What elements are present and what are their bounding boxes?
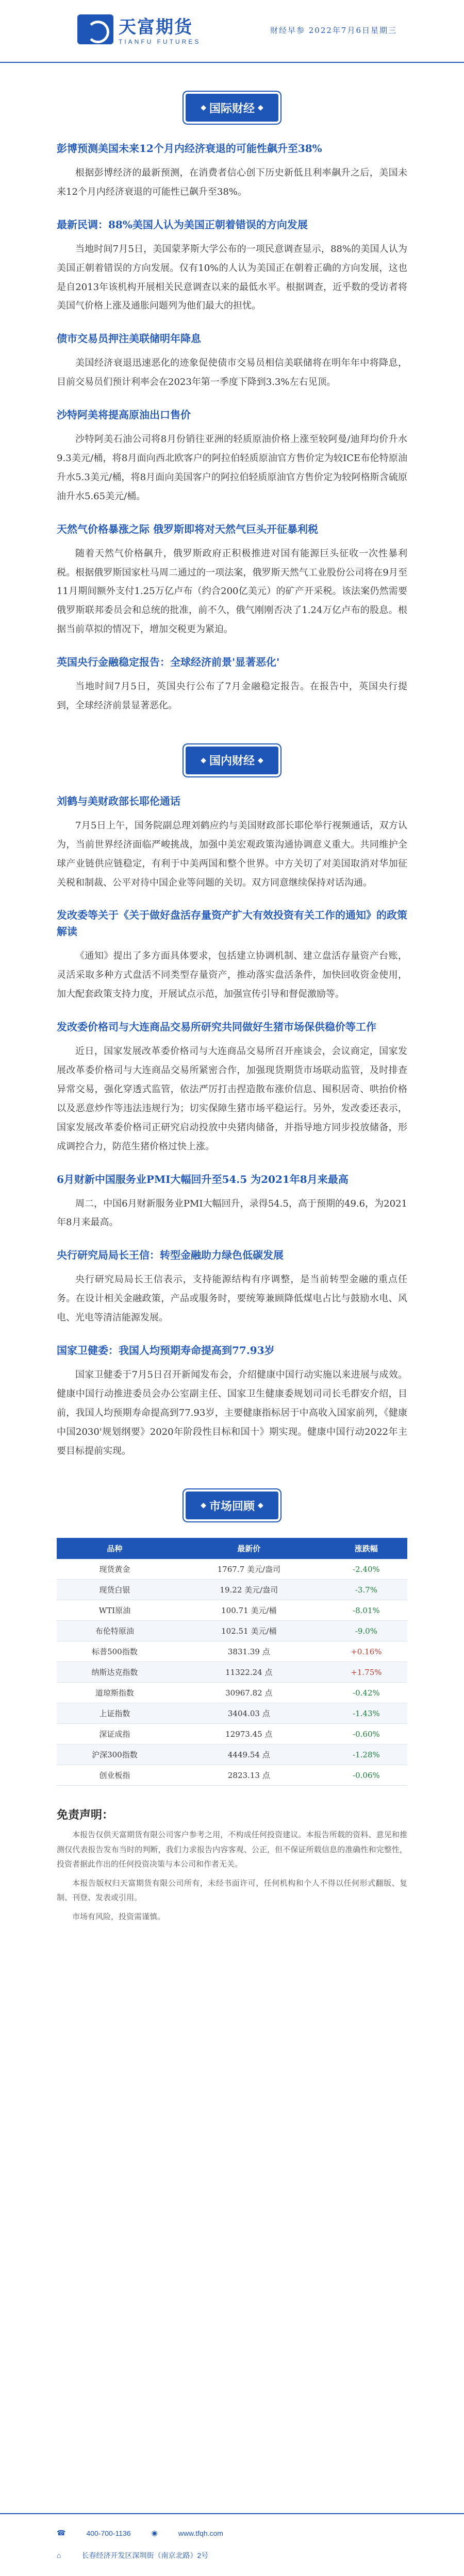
table-row — [57, 1683, 407, 1703]
table-row — [57, 1559, 407, 1580]
news-title: 发改委价格司与大连商品交易所研究共同做好生猪市场保供稳价等工作 — [57, 1021, 376, 1033]
news-paragraph: 国家卫健委于7月5日召开新闻发布会，介绍健康中国行动实施以来进展与成效。健康中国行动推进委员会办公室副主任、国家卫生健康委规划司司长毛群安介绍，目前，我国人均预期寿命提高到77.93岁，主要健康指标居于中高收入国家前列，《健康中国2030'规划纲要》2020年阶段性目标和国十》期实现。健康中国行动2022年主要目标提前实现。 — [57, 1369, 407, 1456]
instrument-name: 上证指数 — [57, 1703, 173, 1724]
page-header — [0, 0, 464, 63]
web-icon: ◉ — [151, 2529, 158, 2537]
table-row — [57, 1724, 407, 1744]
disclaimer-text: 市场有风险，投资需谨慎。 — [72, 1911, 165, 1921]
footer-phone: 400-700-1136 — [86, 2529, 131, 2537]
table-header: 涨跌幅 — [325, 1538, 407, 1559]
market-table — [57, 1538, 407, 1786]
news-paragraph: 随着天然气价格飙升，俄罗斯政府正积极推进对国有能源巨头征收一次性暴利税。根据俄罗斯国家杜马周二通过的一项法案，俄罗斯天然气工业股份公司将在9月至11月期间额外支付1.25万亿卢布（约合200亿美元）的矿产开采税。该法案仍然需要俄罗斯联邦委员会和总统的批准，前不久，俄气刚刚否决了1.24万亿卢布的股息。根据当前草拟的情况下，增加交税更为紧迫。 — [57, 548, 407, 635]
disclaimer-title: 免责声明： — [57, 1808, 114, 1822]
news-title: 刘鹤与美财政部长耶伦通话 — [57, 794, 180, 807]
location-icon: ⌂ — [57, 2551, 61, 2560]
news-paragraph: 沙特阿美石油公司将8月份销往亚洲的轻质原油价格上涨至较阿曼/迪拜均价升水9.3美元/桶，将8月面向西北欧客户的阿拉伯轻质原油官方售价定为较ICE布伦特原油升水5.3美元/桶，将8月面向美国客户的阿拉伯轻质原油官方售价定为较阿格斯含硫原油升水5.65美元/桶。 — [57, 434, 407, 502]
table-row — [57, 1703, 407, 1724]
instrument-price: 4449.54 点 — [173, 1744, 325, 1765]
disclaimer-text: 本报告仅供天富期货有限公司客户参考之用，不构成任何投资建议。本报告所载的资料、意见和推测仅代表报告发布当时的判断，我们力求报告内容客观、公正，但不保证所载信息的准确性和完整性，投资者据此作出的任何投资决策与本公司和作者无关。 — [57, 1830, 407, 1869]
logo-mark-icon — [77, 14, 113, 44]
news-paragraph: 美国经济衰退迅速恶化的迹象促使债市交易员相信美联储将在明年年中将降息，目前交易员们预计利率会在2023年第一季度下降到3.3%左右见顶。 — [57, 358, 407, 388]
news-paragraph: 近日，国家发展改革委价格司与大连商品交易所召开座谈会，会议商定，国家发展改革委价格司与大连商品交易所紧密合作，加强现货期货市场联动监管，及时排查异常交易，强化穿透式监管，依法严厉打击捏造散布涨价信息、囤积居奇、哄抬价格以及恶意炒作等违法违规行为；切实保障生猪市场平稳运行。另外，发改委还表示，国家发展改革委价格司正研究启动投放中央猪肉储备，并指导地方同步投放储备，形成调控合力，防范生猪价格过快上涨。 — [57, 1046, 407, 1152]
footer-address: 长春经济开发区深圳街（南京北路）2号 — [81, 2551, 209, 2560]
instrument-price: 1767.7 美元/盎司 — [173, 1559, 325, 1580]
instrument-price: 30967.82 点 — [173, 1683, 325, 1703]
table-row — [57, 1662, 407, 1683]
phone-icon: ☎ — [57, 2529, 66, 2537]
instrument-price: 12973.45 点 — [173, 1724, 325, 1744]
instrument-change: -9.0% — [325, 1621, 407, 1641]
section-title-international: ◆ 国际财经 ◆ — [186, 94, 278, 122]
news-paragraph: 根据彭博经济的最新预测，在消费者信心创下历史新低且利率飙升之后，美国未来12个月内经济衰退的可能性已飙升至38%。 — [57, 167, 407, 197]
logo-name-en: TIANFU FUTURES — [119, 38, 201, 45]
instrument-change: -0.60% — [325, 1724, 407, 1744]
instrument-name: 纳斯达克指数 — [57, 1662, 173, 1683]
section-title-domestic: ◆ 国内财经 ◆ — [186, 747, 278, 774]
table-header: 最新价 — [173, 1538, 325, 1559]
page-footer — [0, 2513, 464, 2576]
news-paragraph: 《通知》提出了多方面具体要求，包括建立协调机制、建立盘活存量资产台账，灵活采取多种方式盘活不同类型存量资产，推动落实盘活条件，加快回收资金使用，加大配套政策支持力度，开展试点示范，加强宣传引导和督促激励等。 — [57, 951, 407, 1000]
news-paragraph: 7月5日上午，国务院副总理刘鹤应约与美国财政部长耶伦举行视频通话，双方认为，当前世界经济面临严峻挑战，加强中美宏观政策沟通协调意义重大。共同维护全球产业链供应链稳定，有利于中美两国和整个世界。中方关切了对美国取消对华加征关税和制裁、公平对待中国企业等问题的关切。双方同意继续保持对话沟通。 — [57, 820, 407, 888]
news-paragraph: 当地时间7月5日，美国蒙茅斯大学公布的一项民意调查显示，88%的美国人认为美国正朝着错误的方向发展。仅有10%的人认为美国正在朝着正确的方向发展，这也是自2013年该机构开展相关民意调查以来的最低水平。根据调查，近乎数的受访者将美国气价格上涨及通胀问题列为他们最大的担忧。 — [57, 243, 407, 312]
table-row — [57, 1580, 407, 1600]
table-header: 品种 — [57, 1538, 173, 1559]
news-title: 债市交易员押注美联储明年降息 — [57, 332, 201, 345]
instrument-price: 19.22 美元/盎司 — [173, 1580, 325, 1600]
news-title: 发改委等关于《关于做好盘活存量资产扩大有效投资有关工作的通知》的政策解读 — [57, 909, 407, 938]
table-row — [57, 1600, 407, 1621]
instrument-change: -3.7% — [325, 1580, 407, 1600]
news-title: 最新民调：88%美国人认为美国正朝着错误的方向发展 — [57, 218, 308, 231]
news-title: 英国央行金融稳定报告：全球经济前景'显著恶化' — [57, 656, 280, 669]
disclaimer-text: 本报告版权归天富期货有限公司所有，未经书面许可，任何机构和个人不得以任何形式翻版、复制、刊登、发表或引用。 — [57, 1878, 407, 1903]
section-title-market: ◆ 市场回顾 ◆ — [186, 1492, 278, 1519]
table-row — [57, 1621, 407, 1641]
report-date: 财经早参 2022年7月6日星期三 — [270, 26, 397, 35]
instrument-price: 102.51 美元/桶 — [173, 1621, 325, 1641]
instrument-name: 沪深300指数 — [57, 1744, 173, 1765]
instrument-price: 2823.13 点 — [173, 1765, 325, 1786]
instrument-change: -0.42% — [325, 1683, 407, 1703]
instrument-name: 现货黄金 — [57, 1559, 173, 1580]
news-paragraph: 央行研究局局长王信表示，支持能源结构有序调整，是当前转型金融的重点任务。在设计相关金融政策，产品或服务时，要统筹兼顾降低煤电占比与鼓励水电、风电、光电等清洁能源发展。 — [57, 1274, 407, 1324]
news-title: 天然气价格暴涨之际 俄罗斯即将对天然气巨头开征暴利税 — [57, 522, 318, 535]
instrument-price: 3404.03 点 — [173, 1703, 325, 1724]
news-title: 沙特阿美将提高原油出口售价 — [57, 409, 191, 421]
news-title: 央行研究局局长王信：转型金融助力绿色低碳发展 — [57, 1249, 284, 1262]
instrument-change: -2.40% — [325, 1559, 407, 1580]
news-paragraph: 周二，中国6月财新服务业PMI大幅回升，录得54.5，高于预期的49.6，为2021年8月来最高。 — [57, 1198, 407, 1228]
instrument-change: +0.16% — [325, 1641, 407, 1662]
news-title: 彭博预测美国未来12个月内经济衰退的可能性飙升至38% — [57, 142, 322, 155]
logo-name-cn: 天富期货 — [119, 17, 193, 38]
news-title: 6月财新中国服务业PMI大幅回升至54.5 为2021年8月来最高 — [57, 1173, 349, 1185]
instrument-name: WTI原油 — [57, 1600, 173, 1621]
instrument-change: -8.01% — [325, 1600, 407, 1621]
instrument-name: 标普500指数 — [57, 1641, 173, 1662]
report-body — [57, 94, 407, 1924]
instrument-name: 道琼斯指数 — [57, 1683, 173, 1703]
news-paragraph: 当地时间7月5日，英国央行公布了7月金融稳定报告。在报告中，英国央行提到，全球经济前景显著恶化。 — [57, 681, 407, 711]
instrument-change: -1.43% — [325, 1703, 407, 1724]
instrument-change: -1.28% — [325, 1744, 407, 1765]
instrument-price: 100.71 美元/桶 — [173, 1600, 325, 1621]
table-row — [57, 1641, 407, 1662]
footer-website[interactable]: www.tfqh.com — [178, 2529, 223, 2537]
news-title: 国家卫健委：我国人均预期寿命提高到77.93岁 — [57, 1344, 275, 1357]
instrument-change: +1.75% — [325, 1662, 407, 1683]
table-row — [57, 1744, 407, 1765]
instrument-price: 11322.24 点 — [173, 1662, 325, 1683]
instrument-price: 3831.39 点 — [173, 1641, 325, 1662]
instrument-name: 深证成指 — [57, 1724, 173, 1744]
instrument-name: 现货白银 — [57, 1580, 173, 1600]
company-logo — [77, 13, 201, 45]
table-row — [57, 1765, 407, 1786]
instrument-change: -0.06% — [325, 1765, 407, 1786]
instrument-name: 布伦特原油 — [57, 1621, 173, 1641]
instrument-name: 创业板指 — [57, 1765, 173, 1786]
